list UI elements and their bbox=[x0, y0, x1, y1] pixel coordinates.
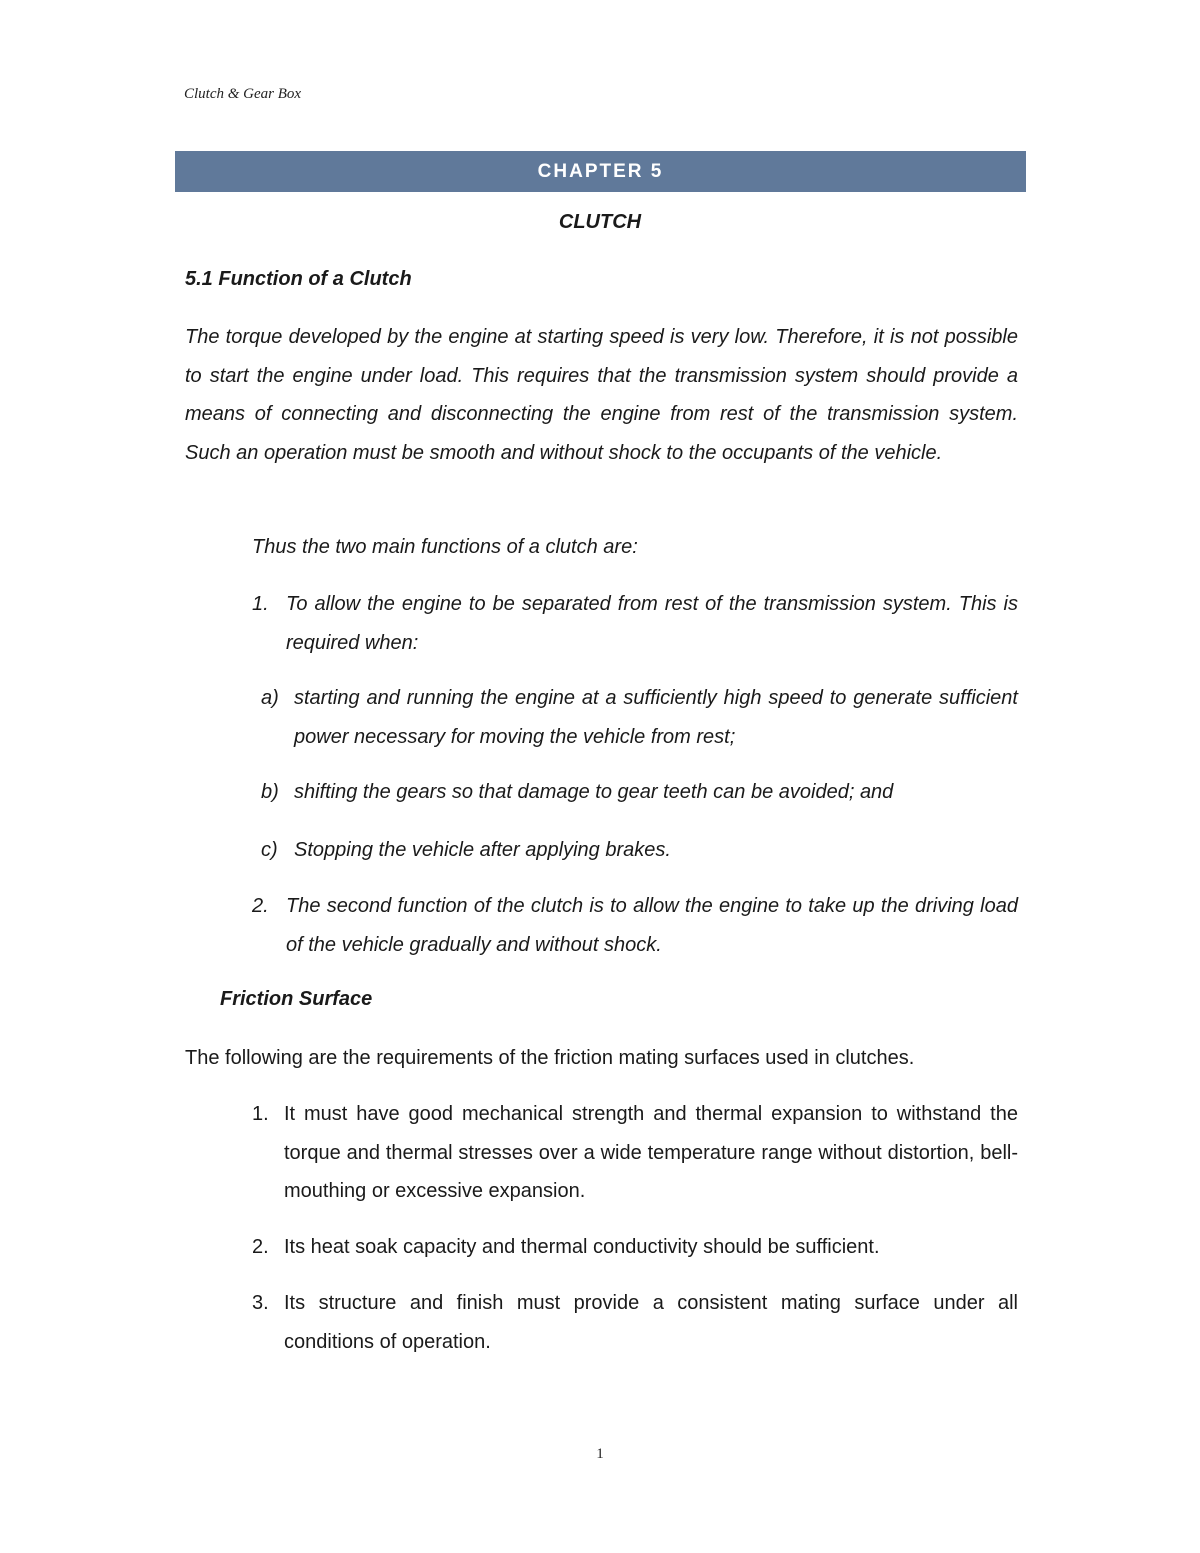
list-marker: 1. bbox=[252, 593, 269, 615]
chapter-title: CLUTCH bbox=[558, 211, 642, 233]
list-item bbox=[252, 585, 1018, 662]
section-heading: 5.1 Function of a Clutch bbox=[185, 268, 412, 290]
list-text: The second function of the clutch is to allow the engine to take up the driving load of the vehicle gradually and without shock. bbox=[286, 895, 1018, 956]
list-item bbox=[252, 1228, 1018, 1267]
list-item bbox=[252, 887, 1018, 964]
page-number: 1 bbox=[596, 1446, 604, 1462]
list-text: It must have good mechanical strength and thermal expansion to withstand the torque and thermal stresses over a wide temperature range without distortion, bell-mouthing or excessive expansion. bbox=[284, 1103, 1018, 1202]
list-marker: b) bbox=[261, 781, 279, 803]
list-text: starting and running the engine at a sufficiently high speed to generate sufficient power necessary for moving the vehicle from rest; bbox=[294, 687, 1018, 748]
list-marker: 2. bbox=[252, 1236, 269, 1258]
list-item bbox=[261, 679, 1018, 756]
list-text: To allow the engine to be separated from rest of the transmission system. This is required when: bbox=[286, 593, 1018, 654]
list-marker: 1. bbox=[252, 1103, 269, 1125]
chapter-banner-label: CHAPTER 5 bbox=[537, 160, 664, 182]
list-marker: 3. bbox=[252, 1292, 269, 1314]
intro-paragraph: The torque developed by the engine at starting speed is very low. Therefore, it is not possible to start the engine under load. This requires that the transmission system should provide a means of connecting and disconnecting the engine from rest of the transmission system. Such an operation must be smooth and without shock to the occupants of the vehicle. bbox=[185, 326, 1018, 464]
list-text: shifting the gears so that damage to gear teeth can be avoided; and bbox=[294, 781, 894, 803]
list-item bbox=[261, 773, 1018, 812]
friction-intro: The following are the requirements of the friction mating surfaces used in clutches. bbox=[185, 1047, 915, 1069]
list-text: Stopping the vehicle after applying brakes. bbox=[294, 839, 671, 861]
list-text: Its structure and finish must provide a consistent mating surface under all conditions of operation. bbox=[284, 1292, 1018, 1353]
list-marker: c) bbox=[261, 839, 278, 861]
running-header: Clutch & Gear Box bbox=[184, 86, 302, 102]
list-item bbox=[252, 1284, 1018, 1361]
list-item bbox=[252, 1095, 1018, 1211]
friction-heading: Friction Surface bbox=[220, 988, 373, 1010]
list-marker: a) bbox=[261, 687, 279, 709]
chapter-banner bbox=[175, 151, 1026, 192]
lead-in-paragraph: Thus the two main functions of a clutch are: bbox=[252, 536, 638, 558]
list-text: Its heat soak capacity and thermal conductivity should be sufficient. bbox=[284, 1236, 880, 1258]
list-item bbox=[261, 831, 1018, 870]
list-marker: 2. bbox=[252, 895, 269, 917]
